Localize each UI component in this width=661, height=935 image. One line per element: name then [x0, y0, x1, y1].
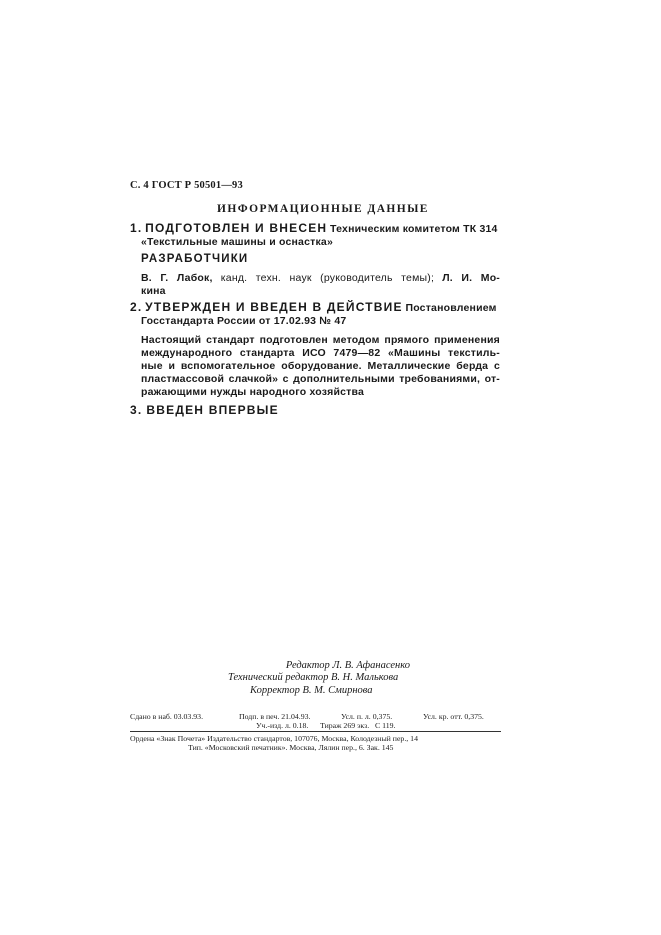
imprint-print-sheets: Усл. п. л. 0,375.	[341, 712, 393, 721]
developers-heading: РАЗРАБОТЧИКИ	[141, 253, 249, 265]
imprint-pub-sheets: Уч.-изд. л. 0.18.	[256, 721, 309, 730]
doc-title: ИНФОРМАЦИОННЫЕ ДАННЫЕ	[217, 203, 429, 215]
section-1-text-line1: Техническим комитетом ТК 314	[330, 223, 498, 235]
standard-note-line1: Настоящий стандарт подготовлен методом прямого применения	[141, 334, 500, 346]
credit-editor: Редактор Л. В. Афанасенко	[285, 660, 410, 671]
imprint-code: С 119.	[375, 721, 396, 730]
section-2-text-line2: Госстандарта России от 17.02.93 № 47	[141, 315, 347, 327]
imprint-signed: Подп. в печ. 21.04.93.	[239, 712, 311, 721]
developer-name-2: Л. И. Мо-	[442, 272, 501, 284]
publisher-line2: Тип. «Московский печатник». Москва, Лялин пер., 6. Зак. 145	[188, 743, 394, 752]
imprint-submitted: Сдано в наб. 03.03.93.	[130, 712, 204, 721]
credit-tech-editor: Технический редактор В. Н. Малькова	[228, 672, 399, 683]
section-1	[130, 222, 500, 249]
section-2	[130, 301, 500, 328]
section-1-heading: ПОДГОТОВЛЕН И ВНЕСЕН	[145, 221, 328, 235]
imprint-divider	[130, 731, 501, 732]
section-1-text-line2: «Текстильные машины и оснастка»	[141, 236, 334, 248]
page-header: С. 4 ГОСТ Р 50501—93	[130, 180, 243, 191]
imprint-copies: Тираж 269 экз.	[320, 721, 370, 730]
section-3	[130, 401, 279, 419]
developer-role-1: канд. техн. наук (руководитель темы);	[220, 272, 435, 284]
section-1-number: 1.	[130, 221, 143, 235]
standard-note-line2: международного стандарта ИСО 7479—82 «Машины текстиль-	[141, 347, 500, 359]
developer-name-1: В. Г. Лабок,	[141, 272, 213, 284]
standard-note-line3: ные и вспомогательное оборудование. Металлические берда с	[141, 360, 500, 372]
imprint-color-prints: Усл. кр. отт. 0,375.	[423, 712, 484, 721]
section-2-heading: УТВЕРЖДЕН И ВВЕДЕН В ДЕЙСТВИЕ	[145, 300, 403, 314]
developers-names	[141, 272, 500, 298]
credits-block	[230, 659, 410, 672]
standard-note-line4: пластмассовой слачкой» с дополнительными требованиями, от-	[141, 373, 500, 385]
publisher-line1: Ордена «Знак Почета» Издательство стандартов, 107076, Москва, Колодезный пер., 14	[130, 734, 418, 743]
section-2-number: 2.	[130, 300, 143, 314]
developer-name-2-end: кина	[141, 285, 166, 297]
section-3-heading: ВВЕДЕН ВПЕРВЫЕ	[146, 403, 279, 417]
section-3-number: 3.	[130, 403, 143, 417]
section-2-text-line1: Постановлением	[405, 302, 497, 314]
standard-note	[141, 334, 500, 399]
credit-proofreader: Корректор В. М. Смирнова	[250, 685, 373, 696]
standard-note-line5: ражающими нужды народного хозяйства	[141, 386, 365, 398]
